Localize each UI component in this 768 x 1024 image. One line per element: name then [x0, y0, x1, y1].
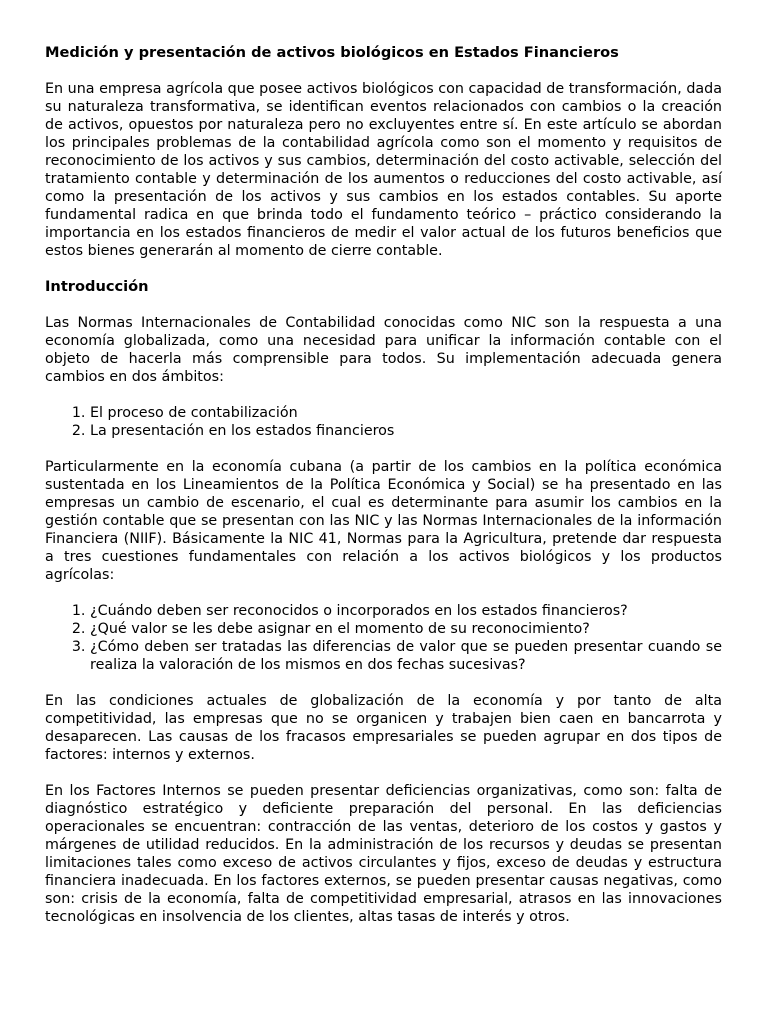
document-page: [45, 44, 722, 944]
intro-heading: Introducción: [45, 278, 149, 295]
document-title: Medición y presentación de activos biológicos en Estados Financieros: [45, 44, 619, 61]
list-item: 2. La presentación en los estados financieros: [90, 422, 722, 440]
areas-list: [45, 404, 722, 440]
paragraph-globalization: En las condiciones actuales de globalización de la economía y por tanto de alta competitividad, las empresas que no se organicen y trabajen bien caen en bancarrota y desaparecen. Las causas de los fracasos empresariales se pueden agrupar en dos tipos de factores: internos y externos.: [45, 693, 722, 763]
intro-paragraph-1: Las Normas Internacionales de Contabilidad conocidas como NIC son la respuesta a una economía globalizada, como una necesidad para unificar la información contable con el objeto de hacerla más comprensible para todos. Su implementación adecuada genera cambios en dos ámbitos:: [45, 315, 722, 385]
abstract-paragraph: En una empresa agrícola que posee activos biológicos con capacidad de transformación, dada su naturaleza transformativa, se identifican eventos relacionados con cambios o la creación de activos, opuestos por naturaleza pero no excluyentes entre sí. En este artículo se abordan los principales problemas de la contabilidad agrícola como son el momento y requisitos de reconocimiento de los activos y sus cambios, determinación del costo activable, selección del tratamiento contable y determinación de los aumentos o reducciones del costo activable, así como la presentación de los activos y sus cambios en los estados contables. Su aporte fundamental radica en que brinda todo el fundamento teórico – práctico considerando la importancia en los estados financieros de medir el valor actual de los futuros beneficios que estos bienes generarán al momento de cierre contable.: [45, 81, 722, 259]
list-item: 2. ¿Qué valor se les debe asignar en el momento de su reconocimiento?: [90, 620, 722, 638]
list-item: 3. ¿Cómo deben ser tratadas las diferencias de valor que se pueden presentar cuando se realiza la valoración de los mismos en dos fechas sucesivas?: [90, 638, 722, 674]
list-item: 1. ¿Cuándo deben ser reconocidos o incorporados en los estados financieros?: [90, 602, 722, 620]
list-item: 1. El proceso de contabilización: [90, 404, 722, 422]
questions-list: [45, 602, 722, 674]
paragraph-internal-factors: En los Factores Internos se pueden presentar deficiencias organizativas, como son: falta de diagnóstico estratégico y deficiente preparación del personal. En las deficiencias operacionales se encuentran: contracción de las ventas, deterioro de los costos y gastos y márgenes de utilidad reducidos. En la administración de los recursos y deudas se presentan limitaciones tales como exceso de activos circulantes y fijos, exceso de deudas y estructura financiera inadecuada. En los factores externos, se pueden presentar causas negativas, como son: crisis de la economía, falta de competitividad empresarial, atrasos en las innovaciones tecnológicas en insolvencia de los clientes, altas tasas de interés y otros.: [45, 783, 722, 925]
intro-paragraph-2: Particularmente en la economía cubana (a partir de los cambios en la política económica sustentada en los Lineamientos de la Política Económica y Social) se ha presentado en las empresas un cambio de escenario, el cual es determinante para asumir los cambios en la gestión contable que se presentan con las NIC y las Normas Internacionales de la información Financiera (NIIF). Básicamente la NIC 41, Normas para la Agricultura, pretende dar respuesta a tres cuestiones fundamentales con relación a los activos biológicos y los productos agrícolas:: [45, 459, 722, 583]
